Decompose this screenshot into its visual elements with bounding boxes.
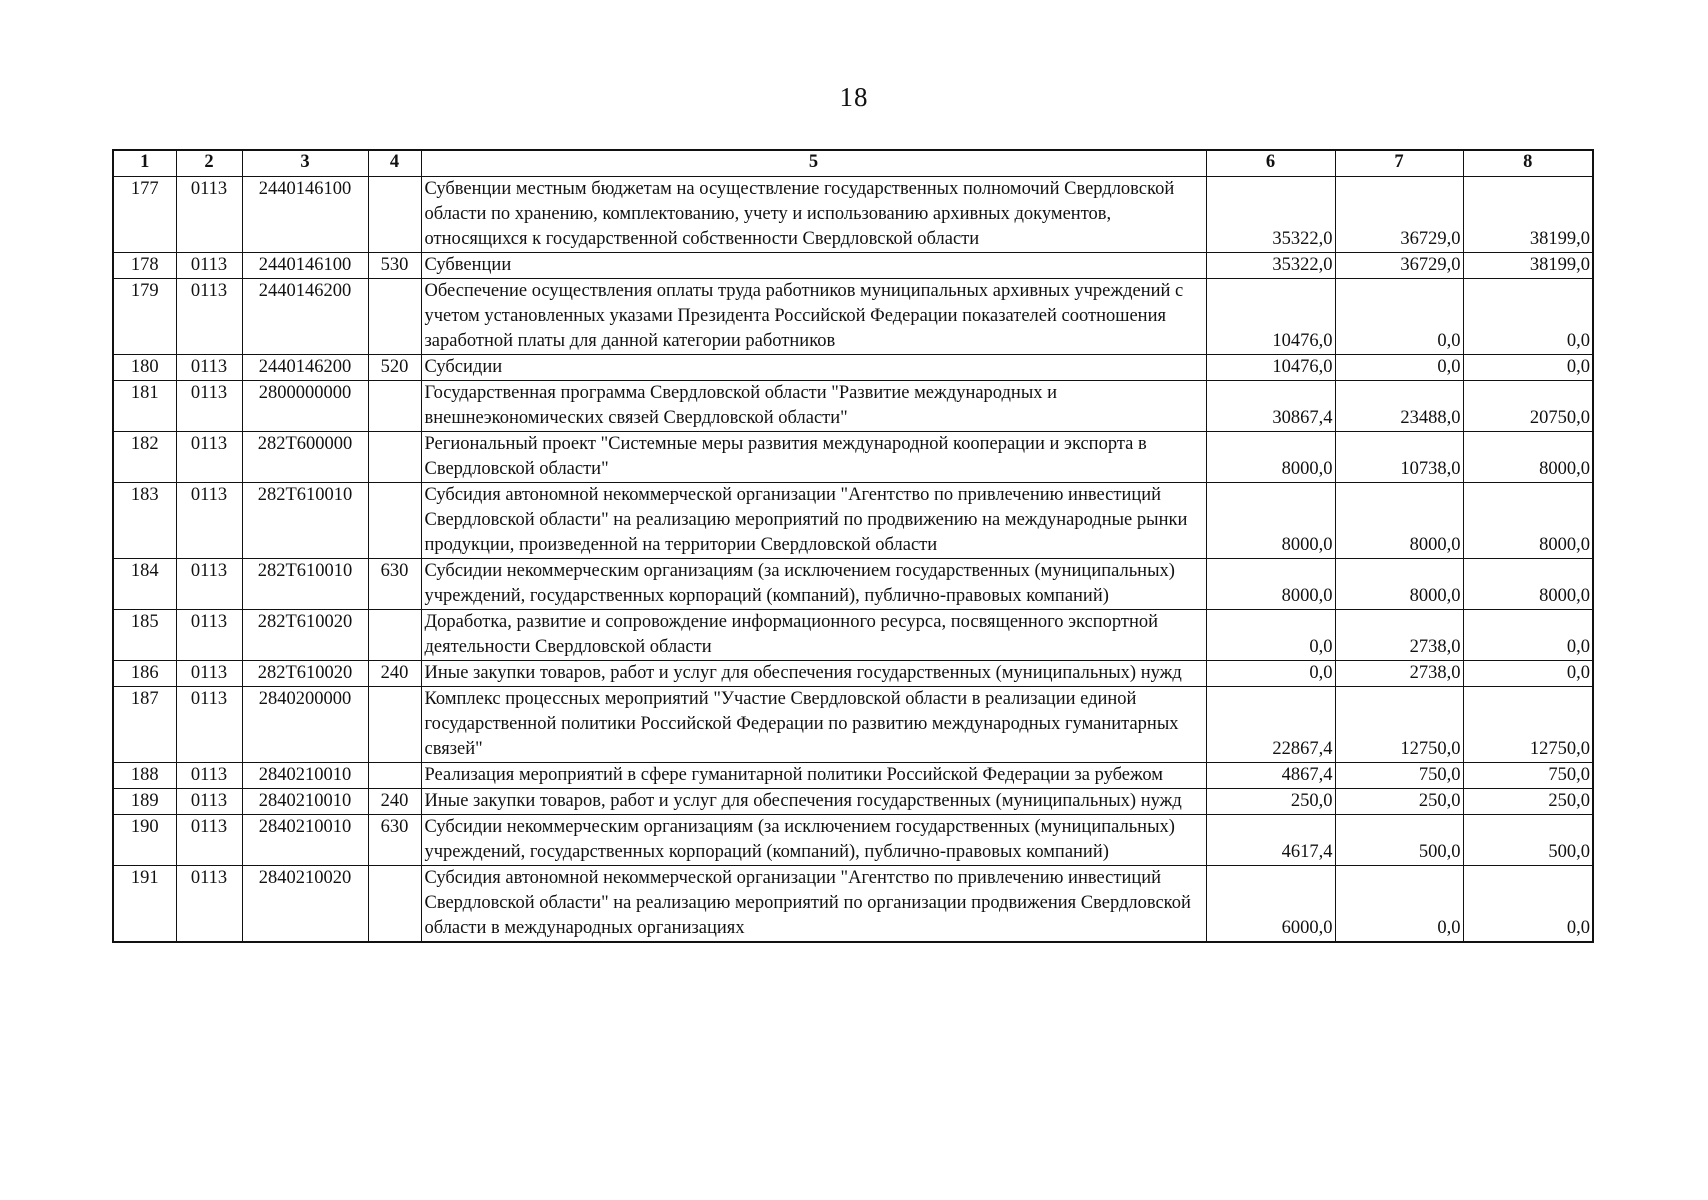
amount-col7: 12750,0 — [1335, 687, 1463, 763]
row-number: 181 — [113, 381, 176, 432]
section-code: 0113 — [176, 355, 242, 381]
amount-col7: 750,0 — [1335, 763, 1463, 789]
section-code: 0113 — [176, 483, 242, 559]
amount-col6: 8000,0 — [1206, 432, 1335, 483]
item-name: Государственная программа Свердловской области "Развитие международных и внешнеэкономических связей Свердловской области" — [421, 381, 1206, 432]
target-article-code: 282Т600000 — [242, 432, 368, 483]
expense-type-code — [368, 610, 421, 661]
row-number: 179 — [113, 279, 176, 355]
amount-col6: 4867,4 — [1206, 763, 1335, 789]
section-code: 0113 — [176, 559, 242, 610]
header-cell-5: 5 — [421, 150, 1206, 177]
target-article-code: 2840210010 — [242, 815, 368, 866]
amount-col8: 0,0 — [1463, 866, 1593, 943]
target-article-code: 282Т610010 — [242, 483, 368, 559]
table-row — [113, 661, 1593, 687]
section-code: 0113 — [176, 432, 242, 483]
item-name: Субсидии — [421, 355, 1206, 381]
expense-type-code — [368, 432, 421, 483]
section-code: 0113 — [176, 763, 242, 789]
target-article-code: 2800000000 — [242, 381, 368, 432]
target-article-code: 2840210020 — [242, 866, 368, 943]
table-row — [113, 559, 1593, 610]
row-number: 188 — [113, 763, 176, 789]
amount-col8: 0,0 — [1463, 661, 1593, 687]
amount-col6: 35322,0 — [1206, 253, 1335, 279]
amount-col6: 8000,0 — [1206, 483, 1335, 559]
item-name: Субсидии некоммерческим организациям (за исключением государственных (муниципальных) учреждений, государственных корпораций (компаний), публично-правовых компаний) — [421, 559, 1206, 610]
section-code: 0113 — [176, 789, 242, 815]
section-code: 0113 — [176, 177, 242, 253]
budget-table — [112, 149, 1594, 943]
item-name: Субсидии некоммерческим организациям (за исключением государственных (муниципальных) учреждений, государственных корпораций (компаний), публично-правовых компаний) — [421, 815, 1206, 866]
amount-col8: 250,0 — [1463, 789, 1593, 815]
item-name: Реализация мероприятий в сфере гуманитарной политики Российской Федерации за рубежом — [421, 763, 1206, 789]
header-cell-4: 4 — [368, 150, 421, 177]
expense-type-code: 630 — [368, 815, 421, 866]
row-number: 177 — [113, 177, 176, 253]
amount-col8: 0,0 — [1463, 279, 1593, 355]
header-cell-2: 2 — [176, 150, 242, 177]
page-number: 18 — [839, 82, 869, 112]
amount-col7: 8000,0 — [1335, 559, 1463, 610]
expense-type-code — [368, 177, 421, 253]
expense-type-code — [368, 483, 421, 559]
amount-col8: 12750,0 — [1463, 687, 1593, 763]
amount-col8: 38199,0 — [1463, 253, 1593, 279]
amount-col6: 10476,0 — [1206, 279, 1335, 355]
table-row — [113, 610, 1593, 661]
target-article-code: 2440146200 — [242, 355, 368, 381]
table-row — [113, 483, 1593, 559]
section-code: 0113 — [176, 866, 242, 943]
amount-col6: 4617,4 — [1206, 815, 1335, 866]
row-number: 180 — [113, 355, 176, 381]
amount-col7: 0,0 — [1335, 279, 1463, 355]
header-cell-6: 6 — [1206, 150, 1335, 177]
expense-type-code: 520 — [368, 355, 421, 381]
amount-col8: 8000,0 — [1463, 432, 1593, 483]
section-code: 0113 — [176, 815, 242, 866]
item-name: Региональный проект "Системные меры развития международной кооперации и экспорта в Свердловской области" — [421, 432, 1206, 483]
row-number: 182 — [113, 432, 176, 483]
table-row — [113, 789, 1593, 815]
item-name: Субвенции — [421, 253, 1206, 279]
target-article-code: 282Т610020 — [242, 610, 368, 661]
section-code: 0113 — [176, 381, 242, 432]
expense-type-code — [368, 763, 421, 789]
header-cell-1: 1 — [113, 150, 176, 177]
target-article-code: 282Т610020 — [242, 661, 368, 687]
expense-type-code: 240 — [368, 661, 421, 687]
row-number: 189 — [113, 789, 176, 815]
target-article-code: 2440146200 — [242, 279, 368, 355]
amount-col6: 6000,0 — [1206, 866, 1335, 943]
target-article-code: 2840200000 — [242, 687, 368, 763]
amount-col8: 0,0 — [1463, 610, 1593, 661]
amount-col7: 0,0 — [1335, 355, 1463, 381]
table-row — [113, 177, 1593, 253]
amount-col6: 250,0 — [1206, 789, 1335, 815]
amount-col7: 2738,0 — [1335, 661, 1463, 687]
row-number: 183 — [113, 483, 176, 559]
amount-col7: 250,0 — [1335, 789, 1463, 815]
item-name: Доработка, развитие и сопровождение информационного ресурса, посвященного экспортной деятельности Свердловской области — [421, 610, 1206, 661]
section-code: 0113 — [176, 610, 242, 661]
amount-col6: 8000,0 — [1206, 559, 1335, 610]
amount-col7: 0,0 — [1335, 866, 1463, 943]
header-row — [113, 150, 1593, 177]
table-row — [113, 253, 1593, 279]
amount-col6: 22867,4 — [1206, 687, 1335, 763]
expense-type-code — [368, 279, 421, 355]
amount-col6: 0,0 — [1206, 661, 1335, 687]
target-article-code: 2440146100 — [242, 253, 368, 279]
table-row — [113, 866, 1593, 943]
section-code: 0113 — [176, 687, 242, 763]
header-cell-8: 8 — [1463, 150, 1593, 177]
item-name: Иные закупки товаров, работ и услуг для обеспечения государственных (муниципальных) нужд — [421, 661, 1206, 687]
item-name: Иные закупки товаров, работ и услуг для обеспечения государственных (муниципальных) нужд — [421, 789, 1206, 815]
item-name: Субсидия автономной некоммерческой организации "Агентство по привлечению инвестиций Свердловской области" на реализацию мероприятий по продвижению на международные рынки продукции, произведенной на территории Свердловской области — [421, 483, 1206, 559]
row-number: 187 — [113, 687, 176, 763]
amount-col7: 10738,0 — [1335, 432, 1463, 483]
expense-type-code — [368, 866, 421, 943]
amount-col7: 2738,0 — [1335, 610, 1463, 661]
section-code: 0113 — [176, 253, 242, 279]
table-row — [113, 763, 1593, 789]
item-name: Обеспечение осуществления оплаты труда работников муниципальных архивных учреждений с учетом установленных указами Президента Российской Федерации показателей соотношения заработной платы для данной категории работников — [421, 279, 1206, 355]
amount-col6: 10476,0 — [1206, 355, 1335, 381]
amount-col8: 500,0 — [1463, 815, 1593, 866]
item-name: Субсидия автономной некоммерческой организации "Агентство по привлечению инвестиций Свердловской области" на реализацию мероприятий по организации продвижения Свердловской области в международных организациях — [421, 866, 1206, 943]
header-cell-7: 7 — [1335, 150, 1463, 177]
row-number: 184 — [113, 559, 176, 610]
amount-col7: 36729,0 — [1335, 253, 1463, 279]
expense-type-code — [368, 381, 421, 432]
amount-col8: 0,0 — [1463, 355, 1593, 381]
header-cell-3: 3 — [242, 150, 368, 177]
expense-type-code: 530 — [368, 253, 421, 279]
amount-col8: 20750,0 — [1463, 381, 1593, 432]
table-row — [113, 432, 1593, 483]
amount-col8: 8000,0 — [1463, 483, 1593, 559]
target-article-code: 2840210010 — [242, 789, 368, 815]
amount-col6: 35322,0 — [1206, 177, 1335, 253]
table-row — [113, 687, 1593, 763]
section-code: 0113 — [176, 661, 242, 687]
amount-col8: 38199,0 — [1463, 177, 1593, 253]
row-number: 185 — [113, 610, 176, 661]
table-row — [113, 279, 1593, 355]
amount-col6: 0,0 — [1206, 610, 1335, 661]
row-number: 191 — [113, 866, 176, 943]
row-number: 178 — [113, 253, 176, 279]
expense-type-code: 630 — [368, 559, 421, 610]
item-name: Субвенции местным бюджетам на осуществление государственных полномочий Свердловской области по хранению, комплектованию, учету и использованию архивных документов, относящихся к государственной собственности Свердловской области — [421, 177, 1206, 253]
amount-col7: 23488,0 — [1335, 381, 1463, 432]
amount-col8: 8000,0 — [1463, 559, 1593, 610]
expense-type-code — [368, 687, 421, 763]
table-row — [113, 355, 1593, 381]
item-name: Комплекс процессных мероприятий "Участие Свердловской области в реализации единой государственной политики Российской Федерации по развитию международных гуманитарных связей" — [421, 687, 1206, 763]
amount-col7: 8000,0 — [1335, 483, 1463, 559]
target-article-code: 2840210010 — [242, 763, 368, 789]
amount-col8: 750,0 — [1463, 763, 1593, 789]
target-article-code: 2440146100 — [242, 177, 368, 253]
amount-col6: 30867,4 — [1206, 381, 1335, 432]
section-code: 0113 — [176, 279, 242, 355]
row-number: 190 — [113, 815, 176, 866]
row-number: 186 — [113, 661, 176, 687]
expense-type-code: 240 — [368, 789, 421, 815]
amount-col7: 500,0 — [1335, 815, 1463, 866]
amount-col7: 36729,0 — [1335, 177, 1463, 253]
table-row — [113, 815, 1593, 866]
target-article-code: 282Т610010 — [242, 559, 368, 610]
table-row — [113, 381, 1593, 432]
